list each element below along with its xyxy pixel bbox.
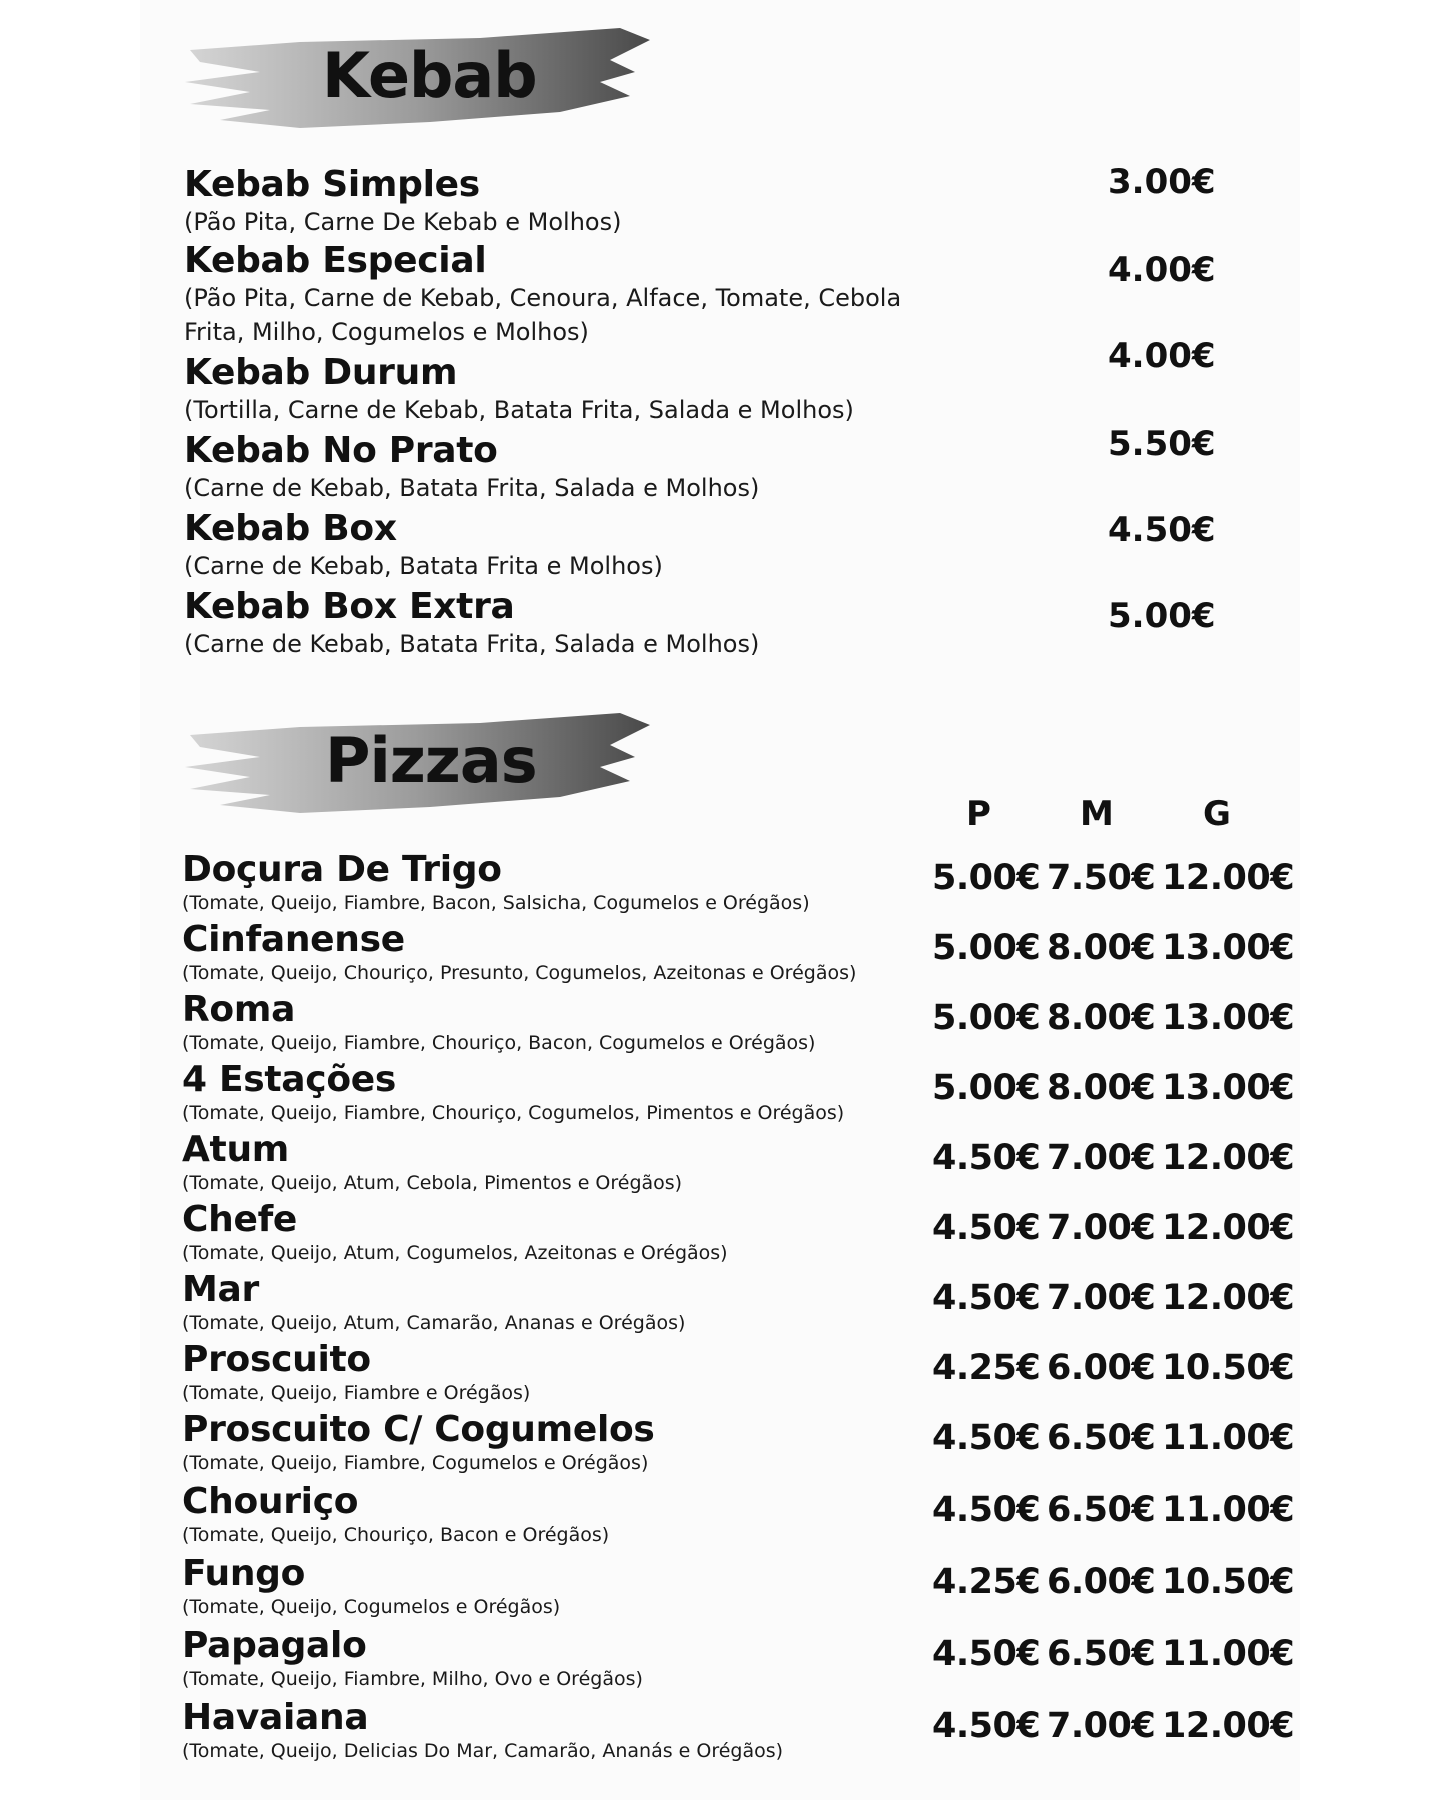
pizza-description: (Tomate, Queijo, Atum, Camarão, Ananas e Orégãos) xyxy=(182,1312,686,1334)
price-medium: 7.00€ xyxy=(1047,1278,1156,1318)
table-row xyxy=(182,1409,1295,1480)
price-large: 12.00€ xyxy=(1162,1706,1295,1746)
price-large: 13.00€ xyxy=(1162,1068,1295,1108)
pizza-name: Proscuito C/ Cogumelos xyxy=(182,1409,655,1450)
pizza-name: Havaiana xyxy=(182,1697,369,1738)
list-item xyxy=(184,353,1234,431)
pizza-description: (Tomate, Queijo, Chouriço, Bacon e Orégãos) xyxy=(182,1524,610,1546)
price-large: 12.00€ xyxy=(1162,1278,1295,1318)
price-large: 12.00€ xyxy=(1162,1208,1295,1248)
price-medium: 6.00€ xyxy=(1047,1562,1156,1602)
price-small: 4.50€ xyxy=(932,1706,1041,1746)
table-row xyxy=(182,1553,1295,1624)
pizza-name: Fungo xyxy=(182,1553,306,1594)
price-large: 12.00€ xyxy=(1162,858,1295,898)
size-header-g: G xyxy=(1203,794,1231,834)
table-row xyxy=(182,1199,1295,1270)
item-description: (Pão Pita, Carne De Kebab e Molhos) xyxy=(184,208,622,236)
pizza-name: Proscuito xyxy=(182,1339,371,1380)
price-medium: 6.50€ xyxy=(1047,1634,1156,1674)
list-item xyxy=(184,431,1234,509)
price-large: 13.00€ xyxy=(1162,998,1295,1038)
table-row xyxy=(182,919,1295,990)
item-price: 5.50€ xyxy=(1108,424,1216,464)
item-name: Kebab Box xyxy=(184,508,397,549)
pizza-description: (Tomate, Queijo, Cogumelos e Orégãos) xyxy=(182,1596,561,1618)
item-description: (Carne de Kebab, Batata Frita e Molhos) xyxy=(184,552,663,580)
pizza-description: (Tomate, Queijo, Fiambre, Cogumelos e Orégãos) xyxy=(182,1452,649,1474)
kebab-title: Kebab xyxy=(322,38,537,112)
pizza-name: Chouriço xyxy=(182,1481,359,1522)
item-name: Kebab No Prato xyxy=(184,430,498,471)
price-large: 11.00€ xyxy=(1162,1490,1295,1530)
item-description: (Carne de Kebab, Batata Frita, Salada e Molhos) xyxy=(184,630,760,658)
item-description: (Tortilla, Carne de Kebab, Batata Frita, Salada e Molhos) xyxy=(184,396,854,424)
price-medium: 8.00€ xyxy=(1047,998,1156,1038)
kebab-list xyxy=(184,165,1234,665)
pizza-description: (Tomate, Queijo, Fiambre, Bacon, Salsicha, Cogumelos e Orégãos) xyxy=(182,892,810,914)
pizza-name: 4 Estações xyxy=(182,1059,397,1100)
price-medium: 7.50€ xyxy=(1047,858,1156,898)
table-row xyxy=(182,989,1295,1060)
price-small: 4.50€ xyxy=(932,1138,1041,1178)
table-row xyxy=(182,1481,1295,1552)
price-small: 4.50€ xyxy=(932,1634,1041,1674)
price-small: 5.00€ xyxy=(932,858,1041,898)
pizza-description: (Tomate, Queijo, Atum, Cogumelos, Azeitonas e Orégãos) xyxy=(182,1242,728,1264)
table-row xyxy=(182,1625,1295,1696)
price-small: 4.50€ xyxy=(932,1418,1041,1458)
item-price: 4.00€ xyxy=(1108,336,1216,376)
table-row xyxy=(182,1339,1295,1410)
price-small: 4.50€ xyxy=(932,1278,1041,1318)
item-name: Kebab Durum xyxy=(184,352,458,393)
price-small: 4.25€ xyxy=(932,1348,1041,1388)
price-medium: 8.00€ xyxy=(1047,1068,1156,1108)
price-medium: 7.00€ xyxy=(1047,1208,1156,1248)
table-row xyxy=(182,1059,1295,1130)
pizza-name: Roma xyxy=(182,989,296,1030)
price-small: 5.00€ xyxy=(932,928,1041,968)
price-small: 5.00€ xyxy=(932,998,1041,1038)
price-medium: 7.00€ xyxy=(1047,1706,1156,1746)
list-item xyxy=(184,241,1234,353)
size-header-p: P xyxy=(966,794,991,834)
pizzas-title: Pizzas xyxy=(325,723,537,797)
pizza-description: (Tomate, Queijo, Fiambre, Chouriço, Bacon, Cogumelos e Orégãos) xyxy=(182,1032,816,1054)
item-name: Kebab Box Extra xyxy=(184,586,515,627)
pizza-description: (Tomate, Queijo, Fiambre, Milho, Ovo e Orégãos) xyxy=(182,1668,643,1690)
pizza-description: (Tomate, Queijo, Fiambre e Orégãos) xyxy=(182,1382,531,1404)
table-row xyxy=(182,1129,1295,1200)
list-item xyxy=(184,165,1234,241)
item-price: 5.00€ xyxy=(1108,596,1216,636)
item-description: (Pão Pita, Carne de Kebab, Cenoura, Alface, Tomate, Cebola Frita, Milho, Cogumelos e Molhos) xyxy=(184,284,902,346)
price-small: 4.50€ xyxy=(932,1490,1041,1530)
price-large: 11.00€ xyxy=(1162,1634,1295,1674)
pizza-description: (Tomate, Queijo, Fiambre, Chouriço, Cogumelos, Pimentos e Orégãos) xyxy=(182,1102,845,1124)
size-header-m: M xyxy=(1080,794,1114,834)
price-large: 13.00€ xyxy=(1162,928,1295,968)
price-small: 4.25€ xyxy=(932,1562,1041,1602)
table-row xyxy=(182,1697,1295,1768)
item-price: 4.50€ xyxy=(1108,510,1216,550)
price-large: 10.50€ xyxy=(1162,1348,1295,1388)
pizza-name: Cinfanense xyxy=(182,919,405,960)
pizza-description: (Tomate, Queijo, Delicias Do Mar, Camarão, Ananás e Orégãos) xyxy=(182,1740,784,1762)
pizza-name: Chefe xyxy=(182,1199,298,1240)
pizza-name: Doçura De Trigo xyxy=(182,849,502,890)
kebab-section-header xyxy=(180,20,650,130)
price-medium: 6.00€ xyxy=(1047,1348,1156,1388)
price-small: 4.50€ xyxy=(932,1208,1041,1248)
price-medium: 6.50€ xyxy=(1047,1418,1156,1458)
item-price: 4.00€ xyxy=(1108,250,1216,290)
item-price: 3.00€ xyxy=(1108,162,1216,202)
price-small: 5.00€ xyxy=(932,1068,1041,1108)
table-row xyxy=(182,1269,1295,1340)
price-large: 11.00€ xyxy=(1162,1418,1295,1458)
price-large: 12.00€ xyxy=(1162,1138,1295,1178)
pizza-name: Mar xyxy=(182,1269,259,1310)
table-row xyxy=(182,849,1295,920)
price-medium: 8.00€ xyxy=(1047,928,1156,968)
item-description: (Carne de Kebab, Batata Frita, Salada e Molhos) xyxy=(184,474,760,502)
price-medium: 6.50€ xyxy=(1047,1490,1156,1530)
price-medium: 7.00€ xyxy=(1047,1138,1156,1178)
pizzas-section-header xyxy=(180,705,650,815)
pizza-description: (Tomate, Queijo, Chouriço, Presunto, Cogumelos, Azeitonas e Orégãos) xyxy=(182,962,857,984)
list-item xyxy=(184,587,1234,665)
pizza-description: (Tomate, Queijo, Atum, Cebola, Pimentos e Orégãos) xyxy=(182,1172,683,1194)
pizza-name: Atum xyxy=(182,1129,290,1170)
item-name: Kebab Simples xyxy=(184,164,480,205)
pizza-name: Papagalo xyxy=(182,1625,367,1666)
item-name: Kebab Especial xyxy=(184,240,487,281)
list-item xyxy=(184,509,1234,587)
price-large: 10.50€ xyxy=(1162,1562,1295,1602)
